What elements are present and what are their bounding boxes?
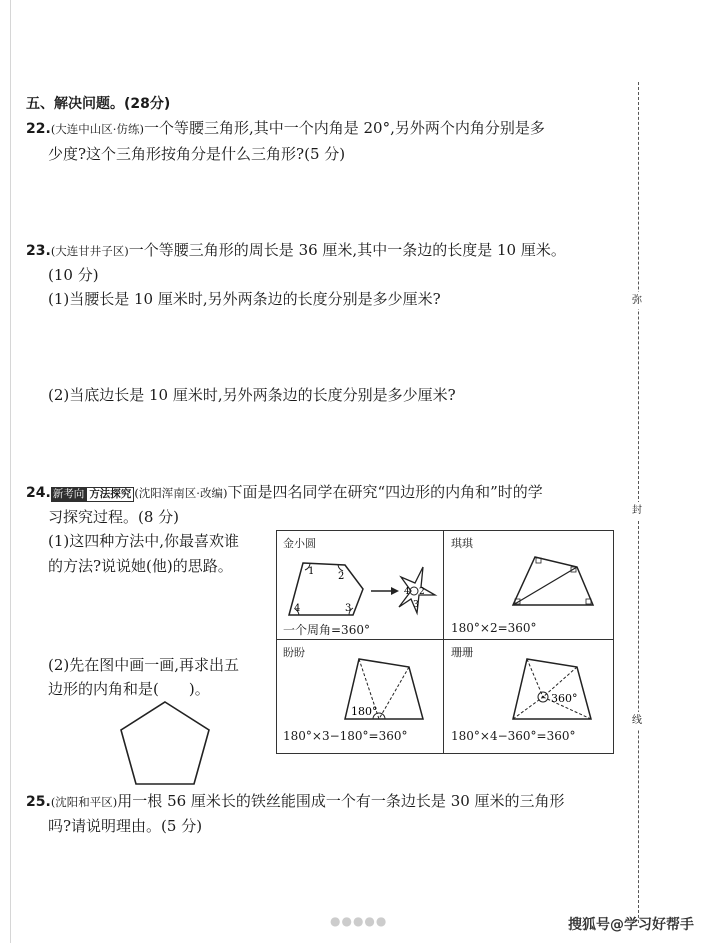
question-22 <box>26 118 545 139</box>
question-source: (沈阳和平区) <box>50 795 118 809</box>
angle-label: 180° <box>351 705 378 718</box>
question-number: 23. <box>26 243 51 259</box>
question-text: 一个等腰三角形,其中一个内角是 20°,另外两个内角分别是多 <box>143 119 545 137</box>
question-text: 习探究过程。(8 分) <box>48 508 180 526</box>
angle-mark: 3 <box>345 603 352 614</box>
method-grid <box>276 530 614 754</box>
method-3-figure <box>339 655 439 725</box>
method-4-figure <box>507 655 607 725</box>
method-tag: 方法探究 <box>86 487 134 502</box>
formula: 180°×4−360°=360° <box>451 729 576 743</box>
angle-mark: 4 <box>404 587 410 597</box>
angle-mark: 4 <box>294 603 301 614</box>
sub-question-1: (1)这四种方法中,你最喜欢谁 <box>48 532 240 550</box>
sub-question-2: (2)当底边长是 10 厘米时,另外两条边的长度分别是多少厘米? <box>48 386 456 404</box>
grid-divider <box>277 639 613 640</box>
method-2-figure <box>507 553 603 613</box>
sub-question-1: (1)当腰长是 10 厘米时,另外两条边的长度分别是多少厘米? <box>48 290 441 308</box>
angle-mark: 2 <box>338 571 345 582</box>
question-number: 25. <box>26 794 51 810</box>
sub-question-1: 的方法?说说她(他)的思路。 <box>48 557 233 575</box>
question-25 <box>26 791 565 812</box>
margin-char: 弥 <box>632 292 642 309</box>
sub-question-2: 边形的内角和是( )。 <box>48 680 210 698</box>
formula: 180°×3−180°=360° <box>283 729 408 743</box>
angle-label: 360° <box>551 692 578 705</box>
student-name: 琪琪 <box>451 537 473 550</box>
new-trend-tag: 新考向 <box>52 488 85 500</box>
watermark: 搜狐号@学习好帮手 <box>568 917 694 933</box>
method-1-figure <box>283 553 443 623</box>
angle-mark: 3 <box>413 600 419 610</box>
student-name: 盼盼 <box>283 646 305 659</box>
angle-mark: 2 <box>419 587 425 597</box>
formula: 一个周角=360° <box>283 623 370 637</box>
page-edge <box>10 0 11 943</box>
question-source: (大连甘井子区) <box>50 244 129 258</box>
question-text: 少度?这个三角形按角分是什么三角形?(5 分) <box>48 145 346 163</box>
angle-mark: 1 <box>308 566 315 577</box>
student-name: 金小圆 <box>283 537 316 550</box>
question-23 <box>26 240 566 261</box>
sub-question-2: (2)先在图中画一画,再求出五 <box>48 656 240 674</box>
grid-divider <box>443 531 444 753</box>
question-24 <box>26 482 543 503</box>
question-text: 一个等腰三角形的周长是 36 厘米,其中一条边的长度是 10 厘米。 <box>128 241 566 259</box>
section-title: 五、解决问题。(28分) <box>26 96 171 112</box>
question-source: (大连中山区·仿练) <box>50 122 144 136</box>
page-dots: ●●●●● <box>330 914 388 928</box>
question-number: 22. <box>26 121 51 137</box>
formula: 180°×2=360° <box>451 621 537 635</box>
question-text: 用一根 56 厘米长的铁丝能围成一个有一条边长是 30 厘米的三角形 <box>117 792 565 810</box>
margin-char: 线 <box>632 712 642 729</box>
question-text: (10 分) <box>48 266 99 284</box>
question-text: 吗?请说明理由。(5 分) <box>48 817 203 835</box>
pentagon-figure <box>118 700 218 790</box>
question-number: 24. <box>26 485 51 501</box>
question-source: (沈阳浑南区·改编) <box>134 486 228 500</box>
margin-char: 封 <box>632 502 642 519</box>
student-name: 珊珊 <box>451 646 473 659</box>
question-text: 下面是四名同学在研究“四边形的内角和”时的学 <box>227 483 543 501</box>
